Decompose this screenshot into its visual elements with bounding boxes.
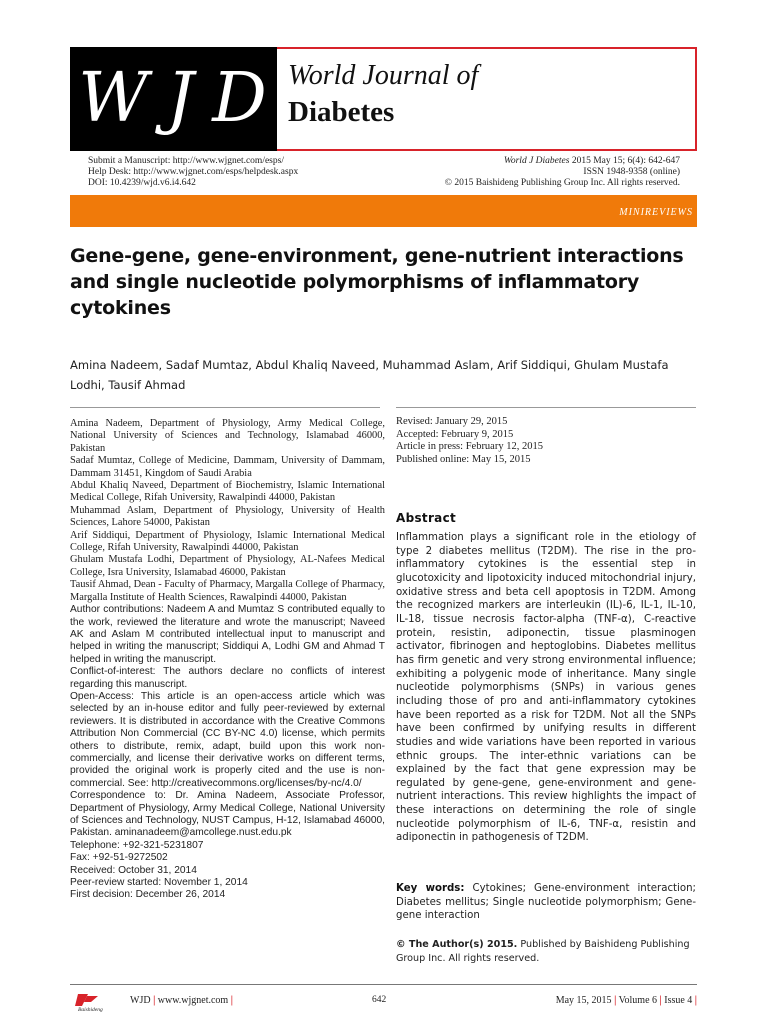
logo-letter: J	[166, 59, 196, 138]
affiliation: Arif Siddiqui, Department of Physiology, Islamic International Medical College, Rifah University, Rawalpindi 44000, Pakistan	[70, 529, 385, 554]
header-copyright: © 2015 Baishideng Publishing Group Inc. All rights reserved.	[444, 178, 680, 188]
revised-date: Revised: January 29, 2015	[396, 416, 508, 427]
affiliation: Ghulam Mustafa Lodhi, Department of Physiology, AL-Nafees Medical College, Isra University, Islamabad 46000, Pakistan	[70, 554, 385, 578]
footer-volume: Volume 6	[618, 995, 658, 1006]
divider	[70, 407, 380, 408]
journal-title: World Journal of	[288, 60, 479, 91]
footer-issue: Issue 4	[664, 995, 693, 1006]
affiliation: Muhammad Aslam, Department of Physiology, University of Health Sciences, Lahore 54000, Pakistan	[70, 504, 385, 529]
keywords-label: Key words:	[396, 883, 465, 894]
published-date: Published online: May 15, 2015	[396, 453, 531, 465]
issn-line: ISSN 1948-9358 (online)	[583, 167, 680, 177]
doi-link[interactable]: DOI: 10.4239/wjd.v6.i4.642	[88, 178, 196, 188]
affiliation: Sadaf Mumtaz, College of Medicine, Dammam, University of Dammam, Dammam 31451, Kingdom of Saudi Arabia	[70, 455, 385, 479]
abstract-heading: Abstract	[396, 511, 457, 525]
footer-journal: WJD | www.wjgnet.com |	[130, 995, 233, 1006]
affiliation: Amina Nadeem, Department of Physiology, Army Medical College, National University of Sciences and Technology, Islamabad 46000, Pakistan	[70, 418, 385, 454]
citation-journal: World J Diabetes	[503, 156, 570, 166]
open-access-statement: Open-Access: This article is an open-access article which was selected by an in-house editor and fully peer-reviewed by external reviewers. It is distributed in accordance with the Creative Commons Attribution Non Commercial (CC BY-NC 4.0) license, which permits others to distribute, remix, adapt, build upon this work non-commercially, and license their derivative works on different terms, provided the original work is properly cited and the use is non-commercial. See: http://creativecommons.org/licenses/by-nc/4.0/	[70, 690, 385, 789]
peer-review-date: Peer-review started: November 1, 2014	[70, 877, 248, 889]
publisher-logo-text: Baishideng	[78, 1007, 103, 1012]
section-banner	[70, 195, 697, 227]
footer-journal-abbrev: WJD	[130, 995, 151, 1006]
footer-website-link[interactable]: www.wjgnet.com	[157, 995, 229, 1006]
journal-title-bold: Diabetes	[288, 96, 395, 128]
affiliation: Abdul Khaliq Naveed, Department of Biochemistry, Islamic International Medical College, Rifah University, Rawalpindi 44000, Pakistan	[70, 480, 385, 504]
publisher-logo-icon	[72, 992, 122, 1012]
keywords	[396, 882, 696, 923]
received-date: Received: October 31, 2014	[70, 864, 197, 876]
telephone: Telephone: +92-321-5231807	[70, 839, 204, 851]
citation-line	[504, 156, 680, 167]
journal-logo-letters	[70, 52, 277, 146]
footer-divider	[70, 984, 697, 985]
author-contributions: Author contributions: Nadeem A and Mumtaz S contributed equally to the work, reviewed the literature and wrote the manuscript; Naveed AK and Aslam M contributed intellectual input to manuscript and helped in writing the manuscript; Siddiqui A, Lodhi GM and Ahmad T helped in writing the manuscript.	[70, 604, 385, 665]
logo-letter: D	[212, 59, 269, 138]
correspondence: Correspondence to: Dr. Amina Nadeem, Associate Professor, Department of Physiology, Army Medical College, National University of Sciences and Technology, NUST Campus, H-12, Islamabad 46000, Pakistan. aminanadeem@amcollege.nust.edu.pk	[70, 790, 385, 839]
keywords-text: Cytokines; Gene-environment interaction; Diabetes mellitus; Single nucleotide polymorphism; Gene-gene interaction	[396, 883, 696, 921]
help-desk-link[interactable]: Help Desk: http://www.wjgnet.com/esps/helpdesk.aspx	[88, 167, 299, 177]
article-title: Gene-gene, gene-environment, gene-nutrient interactions and single nucleotide polymorphisms of inflammatory cytokines	[70, 245, 684, 319]
section-label: MINIREVIEWS	[619, 207, 693, 218]
copyright-bold: © The Author(s) 2015.	[396, 939, 518, 950]
abstract-body: Inflammation plays a significant role in the etiology of type 2 diabetes mellitus (T2DM). The rise in the pro-inflammatory cytokines is the essential step in glucotoxicity and lipotoxicity induced mitochondrial injury, oxidative stress and beta cell apoptosis in T2DM. Among the recognized markers are interleukin (IL)-6, IL-1, IL-10, IL-18, tissue necrosis factor-alpha (TNF-α), C-reactive protein, resistin, adiponectin, tissue plasminogen activator, fibrinogen and heptoglobins. Diabetes mellitus has firm genetic and very strong environmental influence; exhibiting a polygenic mode of inheritance. Many single nucleotide polymorphisms (SNPs) in various genes including those of pro and anti-inflammatory cytokines have been reported as a risk for T2DM. Not all the SNPs have been confirmed by unifying results in different studies and wide variations have been reported in various ethnic groups. The inter-ethnic variations can be explained by the fact that gene expression may be regulated by gene-gene, gene-environment and gene-nutrient interactions. This review highlights the impact of these interactions on determining the role of single nucleotide polymorphism of IL-6, TNF-α, resistin and adiponectin in pathogenesis of T2DM.	[396, 532, 696, 844]
copyright-text: Published by Baishideng Publishing Group Inc. All rights reserved.	[396, 939, 690, 964]
fax: Fax: +92-51-9272502	[70, 852, 168, 864]
citation-details: 2015 May 15; 6(4): 642-647	[569, 156, 680, 166]
affiliations-column	[70, 418, 385, 902]
first-decision-date: First decision: December 26, 2014	[70, 889, 226, 901]
article-copyright	[396, 938, 696, 965]
accepted-date: Accepted: February 9, 2015	[396, 428, 514, 440]
submit-manuscript-link[interactable]: Submit a Manuscript: http://www.wjgnet.com/esps/	[88, 156, 284, 166]
in-press-date: Article in press: February 12, 2015	[396, 441, 543, 452]
author-list: Amina Nadeem, Sadaf Mumtaz, Abdul Khaliq Naveed, Muhammad Aslam, Arif Siddiqui, Ghulam Mustafa Lodhi, Tausif Ahmad	[70, 358, 669, 392]
logo-letter: W	[78, 59, 151, 138]
footer-date: May 15, 2015	[555, 995, 612, 1006]
conflict-of-interest: Conflict-of-interest: The authors declare no conflicts of interest regarding this manuscript.	[70, 666, 385, 690]
page-number: 642	[372, 995, 387, 1005]
affiliation: Tausif Ahmad, Dean - Faculty of Pharmacy, Margalla College of Pharmacy, Margalla Institute of Health Sciences, Rawalpindi 44000, Pakistan	[70, 579, 385, 603]
divider	[396, 407, 696, 408]
publication-dates	[396, 416, 696, 466]
footer-issue-info: May 15, 2015 | Volume 6 | Issue 4 |	[555, 995, 697, 1006]
